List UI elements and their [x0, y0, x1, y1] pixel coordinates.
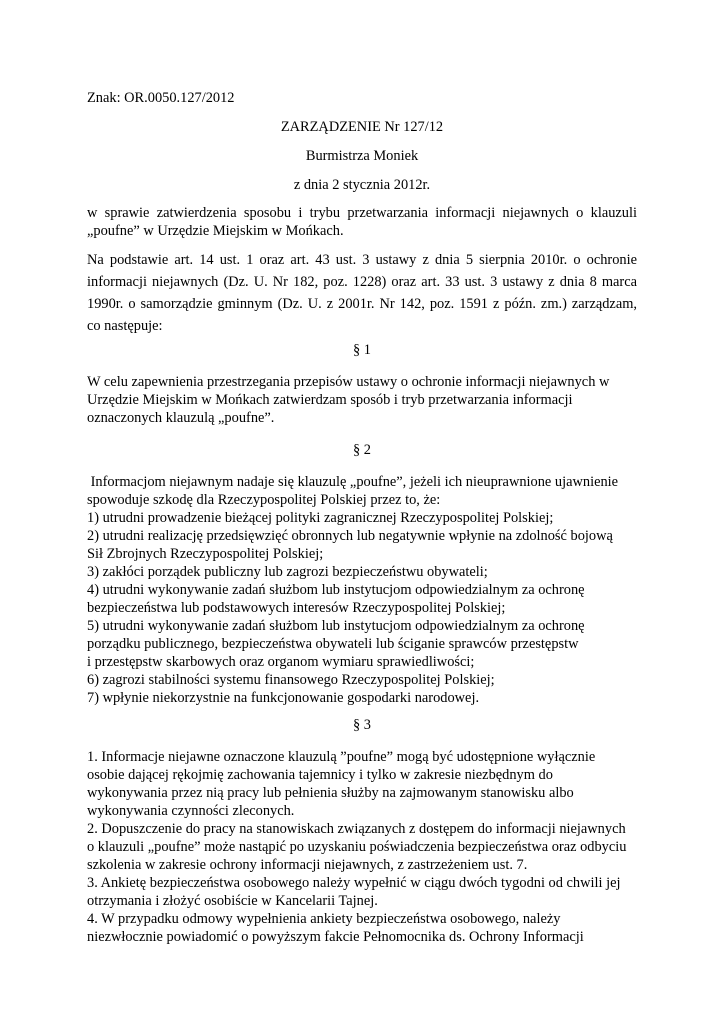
- legal-basis-line: informacji niejawnych (Dz. U. Nr 182, poz. 1228) oraz art. 33 ust. 3 ustawy z dnia 8 marca: [87, 274, 637, 290]
- list-item: Sił Zbrojnych Rzeczypospolitej Polskiej;: [87, 546, 324, 562]
- list-item: 4) utrudni wykonywanie zadań służbom lub instytucjom odpowiedzialnym za ochronę: [87, 582, 585, 598]
- list-item: 1) utrudni prowadzenie bieżącej polityki zagranicznej Rzeczypospolitej Polskiej;: [87, 510, 554, 526]
- paragraph-line: osobie dającej rękojmię zachowania tajemnicy i tylko w zakresie niezbędnym do: [87, 767, 553, 783]
- paragraph-line: 1. Informacje niejawne oznaczone klauzulą ”poufne” mogą być udostępnione wyłącznie: [87, 749, 596, 765]
- document-author: Burmistrza Moniek: [305, 148, 419, 164]
- list-item: 7) wpłynie niekorzystnie na funkcjonowanie gospodarki narodowej.: [87, 690, 480, 706]
- list-item: 2) utrudni realizację przedsięwzięć obronnych lub negatywnie wpłynie na zdolność bojową: [87, 528, 613, 544]
- paragraph-line: niezwłocznie powiadomić o powyższym fakcie Pełnomocnika ds. Ochrony Informacji: [87, 929, 584, 945]
- subject-line: „poufne” w Urzędzie Miejskim w Mońkach.: [87, 223, 344, 239]
- legal-basis-line: 1990r. o samorządzie gminnym (Dz. U. z 2001r. Nr 142, poz. 1591 z późn. zm.) zarządzam,: [87, 296, 637, 312]
- paragraph-line: szkolenia w zakresie ochrony informacji niejawnych, z zastrzeżeniem ust. 7.: [87, 857, 528, 873]
- paragraph-line: Urzędzie Miejskim w Mońkach zatwierdzam sposób i tryb przetwarzania informacji: [87, 392, 573, 408]
- list-item: porządku publicznego, bezpieczeństwa obywateli lub ściganie sprawców przestępstw: [87, 636, 579, 652]
- list-item: i przestępstw skarbowych oraz organom wymiaru sprawiedliwości;: [87, 654, 475, 670]
- list-item: 3) zakłóci porządek publiczny lub zagrozi bezpieczeństwu obywateli;: [87, 564, 488, 580]
- list-item: 6) zagrozi stabilności systemu finansowego Rzeczypospolitej Polskiej;: [87, 672, 495, 688]
- paragraph-line: otrzymania i złożyć osobiście w Kancelarii Tajnej.: [87, 893, 378, 909]
- paragraph-line: oznaczonych klauzulą „poufne”.: [87, 410, 275, 426]
- paragraph-line: W celu zapewnienia przestrzegania przepisów ustawy o ochronie informacji niejawnych w: [87, 374, 610, 390]
- section-heading: § 3: [353, 717, 371, 733]
- paragraph-line: wykonywania przez nią pracy lub pełnienia służby na zajmowanym stanowisku albo: [87, 785, 574, 801]
- paragraph-line: o klauzuli „poufne” może nastąpić po uzyskaniu poświadczenia bezpieczeństwa oraz odbyciu: [87, 839, 627, 855]
- section-heading: § 1: [353, 342, 371, 358]
- paragraph-line: spowoduje szkodę dla Rzeczypospolitej Polskiej przez to, że:: [87, 492, 441, 508]
- legal-basis-line: co następuje:: [87, 318, 163, 334]
- document-date: z dnia 2 stycznia 2012r.: [293, 177, 431, 193]
- paragraph-line: 2. Dopuszczenie do pracy na stanowiskach związanych z dostępem do informacji niejawnych: [87, 821, 626, 837]
- subject-line: w sprawie zatwierdzenia sposobu i trybu przetwarzania informacji niejawnych o klauzuli: [87, 205, 637, 221]
- section-heading: § 2: [353, 442, 371, 458]
- paragraph-line: 4. W przypadku odmowy wypełnienia ankiety bezpieczeństwa osobowego, należy: [87, 911, 561, 927]
- paragraph-line: wykonywania czynności zleconych.: [87, 803, 295, 819]
- paragraph-line: Informacjom niejawnym nadaje się klauzulę „poufne”, jeżeli ich nieuprawnione ujawnienie: [87, 474, 619, 490]
- list-item: 5) utrudni wykonywanie zadań służbom lub instytucjom odpowiedzialnym za ochronę: [87, 618, 585, 634]
- document-title: ZARZĄDZENIE Nr 127/12: [280, 119, 444, 135]
- document-reference: Znak: OR.0050.127/2012: [87, 90, 235, 106]
- list-item: bezpieczeństwa lub podstawowych interesów Rzeczypospolitej Polskiej;: [87, 600, 506, 616]
- paragraph-line: 3. Ankietę bezpieczeństwa osobowego należy wypełnić w ciągu dwóch tygodni od chwili jej: [87, 875, 621, 891]
- legal-basis-line: Na podstawie art. 14 ust. 1 oraz art. 43 ust. 3 ustawy z dnia 5 sierpnia 2010r. o ochronie: [87, 252, 637, 268]
